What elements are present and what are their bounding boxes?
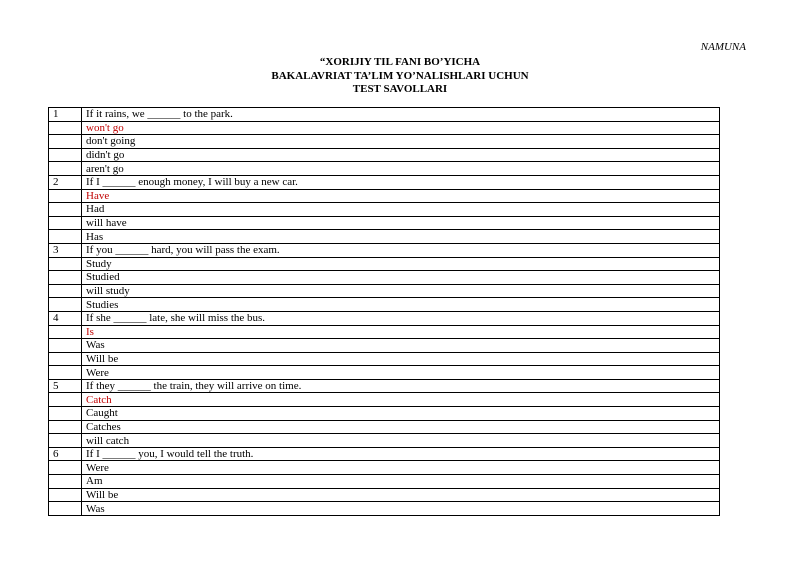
question-row [49,175,720,189]
option-number-cell [49,203,82,217]
option-number-cell [49,407,82,421]
option-row [49,189,720,203]
option-number-cell [49,271,82,285]
question-row [49,447,720,461]
option-number-cell [49,475,82,489]
option-number-cell [49,162,82,176]
question-text: If I ______ you, I would tell the truth. [82,447,720,461]
option-number-cell [49,502,82,516]
option-number-cell [49,298,82,312]
header-line-1: “XORIJIY TIL FANI BO’YICHA [319,56,481,68]
option-row [49,461,720,475]
option-number-cell [49,366,82,380]
question-row [49,379,720,393]
option-row [49,393,720,407]
option-row [49,352,720,366]
option-text: will study [82,284,720,298]
option-text: Will be [82,352,720,366]
question-row [49,108,720,122]
option-row [49,339,720,353]
option-row [49,203,720,217]
question-text: If you ______ hard, you will pass the exam. [82,243,720,257]
option-row [49,298,720,312]
option-row [49,230,720,244]
option-text: Study [82,257,720,271]
option-row [49,407,720,421]
option-number-cell [49,352,82,366]
option-number-cell [49,461,82,475]
option-number-cell [49,135,82,149]
option-text: Am [82,475,720,489]
option-text: will catch [82,434,720,448]
option-number-cell [49,339,82,353]
option-row [49,271,720,285]
option-row [49,488,720,502]
question-number: 1 [49,108,82,122]
option-number-cell [49,148,82,162]
option-row [49,148,720,162]
option-number-cell [49,488,82,502]
option-number-cell [49,121,82,135]
option-text: Will be [82,488,720,502]
option-row [49,135,720,149]
correct-option: Is [82,325,720,339]
question-text: If they ______ the train, they will arrive on time. [82,379,720,393]
option-text: Caught [82,407,720,421]
option-row [49,420,720,434]
option-number-cell [49,230,82,244]
corner-label: NAMUNA [700,41,746,53]
option-text: Studies [82,298,720,312]
question-text: If I ______ enough money, I will buy a new car. [82,175,720,189]
header-line-2: BAKALAVRIAT TA’LIM YO’NALISHLARI UCHUN [271,69,529,82]
option-number-cell [49,325,82,339]
option-row [49,284,720,298]
option-number-cell [49,284,82,298]
option-number-cell [49,189,82,203]
question-row [49,243,720,257]
option-text: don't going [82,135,720,149]
questions-table [48,107,720,516]
option-text: Were [82,461,720,475]
question-row [49,311,720,325]
question-number: 2 [49,175,82,189]
option-text: Was [82,339,720,353]
header-line-3: TEST SAVOLLARI [352,83,448,95]
option-row [49,162,720,176]
option-row [49,216,720,230]
option-row [49,502,720,516]
option-number-cell [49,257,82,271]
question-number: 3 [49,243,82,257]
option-row [49,475,720,489]
option-row [49,325,720,339]
question-text: If it rains, we ______ to the park. [82,108,720,122]
document-header [0,56,800,97]
option-number-cell [49,434,82,448]
option-row [49,366,720,380]
question-number: 5 [49,379,82,393]
question-number: 6 [49,447,82,461]
option-number-cell [49,393,82,407]
option-number-cell [49,216,82,230]
option-row [49,121,720,135]
option-text: didn't go [82,148,720,162]
option-number-cell [49,420,82,434]
correct-option: won't go [82,121,720,135]
option-text: Were [82,366,720,380]
option-text: Catches [82,420,720,434]
correct-option: Have [82,189,720,203]
option-row [49,257,720,271]
option-text: Studied [82,271,720,285]
question-text: If she ______ late, she will miss the bus. [82,311,720,325]
question-number: 4 [49,311,82,325]
option-text: aren't go [82,162,720,176]
option-row [49,434,720,448]
option-text: Had [82,203,720,217]
option-text: Was [82,502,720,516]
option-text: will have [82,216,720,230]
correct-option: Catch [82,393,720,407]
option-text: Has [82,230,720,244]
